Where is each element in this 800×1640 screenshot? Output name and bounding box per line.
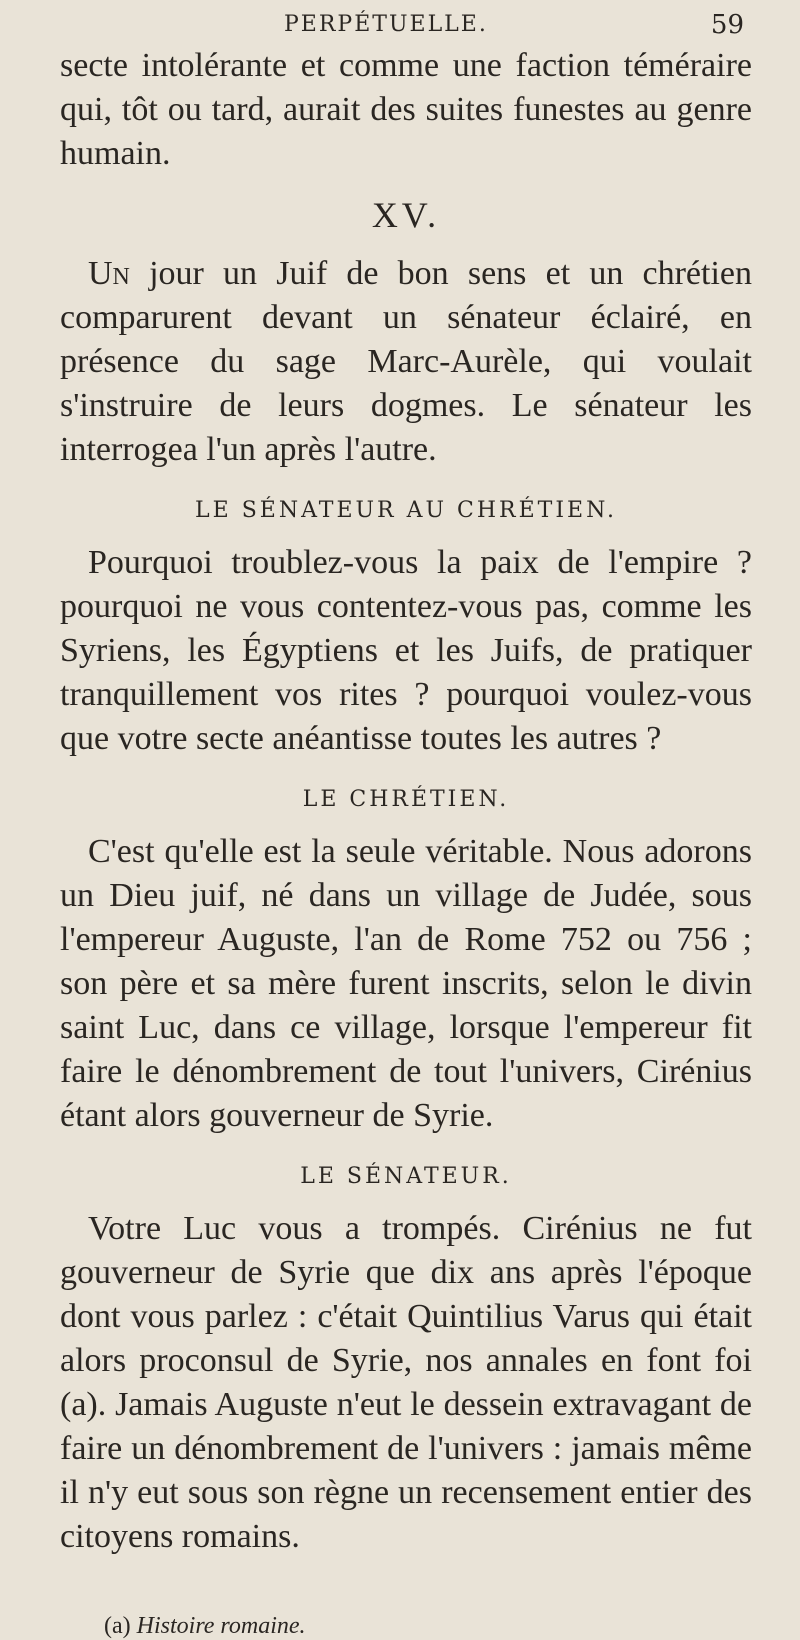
- page-number: 59: [710, 10, 744, 40]
- speech-senator: Votre Luc vous a trompés. Cirénius ne fut gouverneur de Syrie que dix ans après l'époque dont vous parlez : c'était Quintilius Varus qui était alors proconsul de Syrie, nos annales en font foi (a). Jamais Auguste n'eut le dessein extravagant de faire un dénombrement de l'univers : jamais même il n'y eut sous son règne un recensement entier des citoyens romains.: [60, 1210, 752, 1555]
- footnote: [104, 1613, 752, 1640]
- footnote-mark: (a): [104, 1613, 131, 1639]
- intro-paragraph: secte intolérante et comme une faction téméraire qui, tôt ou tard, aurait des suites funestes au genre humain.: [60, 47, 752, 172]
- running-title: PERPÉTUELLE.: [284, 12, 488, 37]
- opening-word: Un: [88, 255, 130, 292]
- running-head: [60, 4, 752, 44]
- opening-text: jour un Juif de bon sens et un chrétien comparurent devant un sénateur éclairé, en présence du sage Marc-Aurèle, qui voulait s'instruire de leurs dogmes. Le sénateur les interrogea l'un après l'autre.: [60, 255, 752, 468]
- section-number: XV.: [371, 195, 441, 235]
- speaker-heading-senator-to-christian: LE SÉNATEUR AU CHRÉTIEN.: [195, 498, 617, 523]
- speech-christian: C'est qu'elle est la seule véritable. Nous adorons un Dieu juif, né dans un village de Judée, sous l'empereur Auguste, l'an de Rome 752 ou 756 ; son père et sa mère furent inscrits, selon le divin saint Luc, dans ce village, lorsque l'empereur fit faire le dénombrement de tout l'univers, Cirénius étant alors gouverneur de Syrie.: [60, 833, 752, 1134]
- speech-senator-to-christian: Pourquoi troublez-vous la paix de l'empire ? pourquoi ne vous contentez-vous pas, comme les Syriens, les Égyptiens et les Juifs, de pratiquer tranquillement vos rites ? pourquoi voulez-vous que votre secte anéantisse toutes les autres ?: [60, 544, 752, 757]
- speaker-heading-christian: LE CHRÉTIEN.: [302, 787, 510, 812]
- speaker-heading-senator: LE SÉNATEUR.: [300, 1164, 512, 1189]
- footnote-text: Histoire romaine.: [130, 1613, 306, 1639]
- opening-paragraph: [60, 252, 752, 472]
